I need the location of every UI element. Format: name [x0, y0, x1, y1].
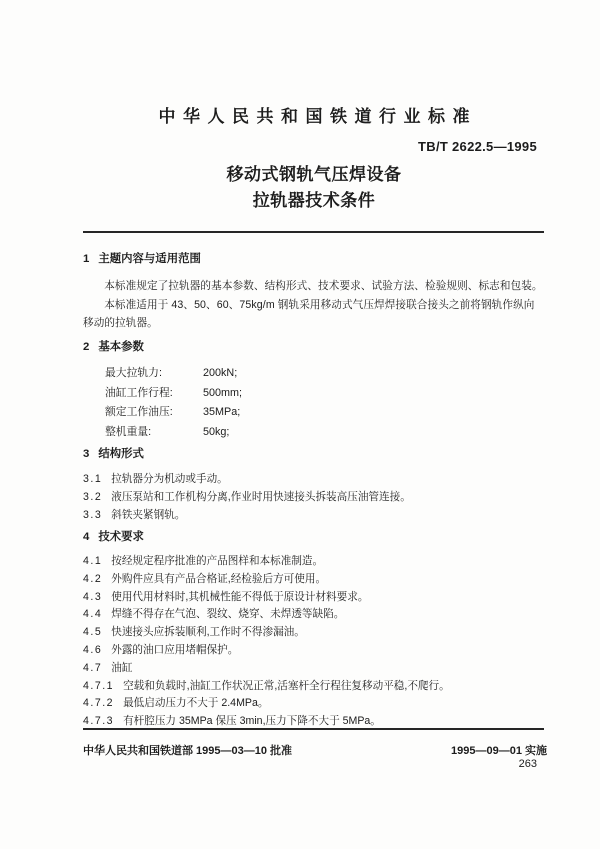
clause-text: 快速接头应拆装顺利,工作时不得渗漏油。	[111, 626, 305, 639]
parameter-value: 50kg;	[203, 425, 230, 438]
clause-text: 外露的油口应用堵帽保护。	[111, 643, 239, 656]
section-4-heading	[83, 528, 545, 546]
clause-number: 4.7.3	[83, 715, 115, 728]
clause-list	[83, 470, 545, 524]
standard-number: TB/T 2622.5—1995	[418, 139, 537, 154]
clause-text: 最低启动压力不大于 2.4MPa。	[123, 697, 269, 710]
parameter-row	[105, 364, 545, 384]
standard-category: 中华人民共和国铁道行业标准	[158, 107, 477, 126]
section-1-heading	[83, 250, 545, 268]
clause-4-1	[83, 553, 545, 571]
clause-text: 拉轨器分为机动或手动。	[111, 473, 228, 485]
clause-text: 有杆腔压力 35MPa 保压 3min,压力下降不大于 5MPa。	[123, 715, 381, 728]
clause-text: 按经规定程序批准的产品图样和本标准制造。	[111, 555, 324, 567]
parameter-value: 200kN;	[203, 367, 238, 379]
clause-text: 空载和负载时,油缸工作状况正常,活塞杆全行程往复移动平稳,不爬行。	[123, 679, 450, 692]
section-title: 结构形式	[98, 448, 144, 460]
clause-number: 3.1	[83, 473, 103, 485]
clause-number: 4.7.1	[83, 679, 115, 692]
standard-title-line1: 移动式钢轨气压焊设备	[226, 165, 402, 184]
clause-4-4	[83, 606, 545, 624]
clause-3-3	[83, 506, 545, 524]
page-number: 263	[518, 758, 537, 770]
clause-number: 4.5	[83, 626, 103, 639]
clause-4-7-2	[83, 695, 545, 713]
clause-number: 4.3	[83, 590, 103, 603]
clause-3-1	[83, 470, 545, 488]
parameter-label: 整机重量:	[105, 425, 152, 438]
clause-number: 4.7	[83, 661, 103, 674]
clause-text: 斜铁夹紧钢轨。	[111, 509, 186, 521]
section-number: 1	[83, 253, 90, 265]
parameter-row	[105, 423, 545, 443]
clause-number: 4.7.2	[83, 697, 115, 710]
section-3-heading	[83, 445, 545, 463]
parameter-label: 最大拉轨力:	[105, 367, 162, 379]
header-divider	[83, 231, 544, 233]
clause-text: 油缸	[111, 661, 133, 674]
section-parameters	[83, 338, 545, 442]
standard-title-line2: 拉轨器技术条件	[252, 191, 376, 210]
parameter-value: 35MPa;	[203, 406, 241, 418]
section-number: 2	[83, 341, 90, 353]
clause-number: 4.4	[83, 608, 103, 621]
parameter-row	[105, 403, 545, 423]
parameter-value: 500mm;	[203, 386, 243, 399]
section-number: 4	[83, 531, 90, 543]
section-title: 基本参数	[98, 341, 144, 353]
clause-4-3	[83, 589, 545, 607]
clause-text: 液压泵站和工作机构分离,作业时用快速接头拆装高压油管连接。	[111, 491, 411, 503]
scope-paragraph-1: 本标准规定了拉轨器的基本参数、结构形式、技术要求、试验方法、检验规则、标志和包装。	[104, 280, 543, 292]
clause-number: 4.1	[83, 555, 103, 567]
clause-4-5	[83, 624, 545, 642]
section-technical-requirements	[83, 528, 545, 731]
parameter-row	[105, 384, 545, 404]
clause-number: 3.3	[83, 509, 103, 521]
parameter-list	[83, 364, 545, 442]
clause-number: 3.2	[83, 491, 103, 503]
section-number: 3	[83, 448, 90, 460]
section-title: 技术要求	[98, 531, 144, 543]
document-footer	[83, 742, 547, 758]
clause-list	[83, 553, 545, 731]
clause-text: 外购件应具有产品合格证,经检验后方可使用。	[111, 572, 327, 585]
parameter-label: 油缸工作行程:	[105, 386, 173, 399]
approval-note: 中华人民共和国铁道部 1995—03—10 批准	[83, 745, 293, 757]
clause-4-2	[83, 571, 545, 589]
clause-number: 4.2	[83, 572, 103, 585]
clause-number: 4.6	[83, 643, 103, 656]
footer-divider	[83, 728, 544, 730]
clause-4-7-1	[83, 678, 545, 696]
parameter-label: 额定工作油压:	[105, 406, 173, 418]
clause-text: 焊缝不得存在气泡、裂纹、烧穿、未焊透等缺陷。	[111, 608, 345, 621]
clause-4-6	[83, 642, 545, 660]
section-title: 主题内容与适用范围	[98, 253, 201, 265]
section-scope	[83, 250, 545, 333]
clause-text: 使用代用材料时,其机械性能不得低于原设计材料要求。	[111, 590, 369, 603]
section-2-heading	[83, 338, 545, 356]
clause-3-2	[83, 488, 545, 506]
section-structure	[83, 445, 545, 524]
scope-paragraph-2: 本标准适用于 43、50、60、75kg/m 钢轨采用移动式气压焊焊接联合接头之前将钢轨作纵向移动的拉轨器。	[83, 298, 535, 329]
clause-4-7	[83, 660, 545, 678]
implementation-note: 1995—09—01 实施	[451, 745, 547, 757]
